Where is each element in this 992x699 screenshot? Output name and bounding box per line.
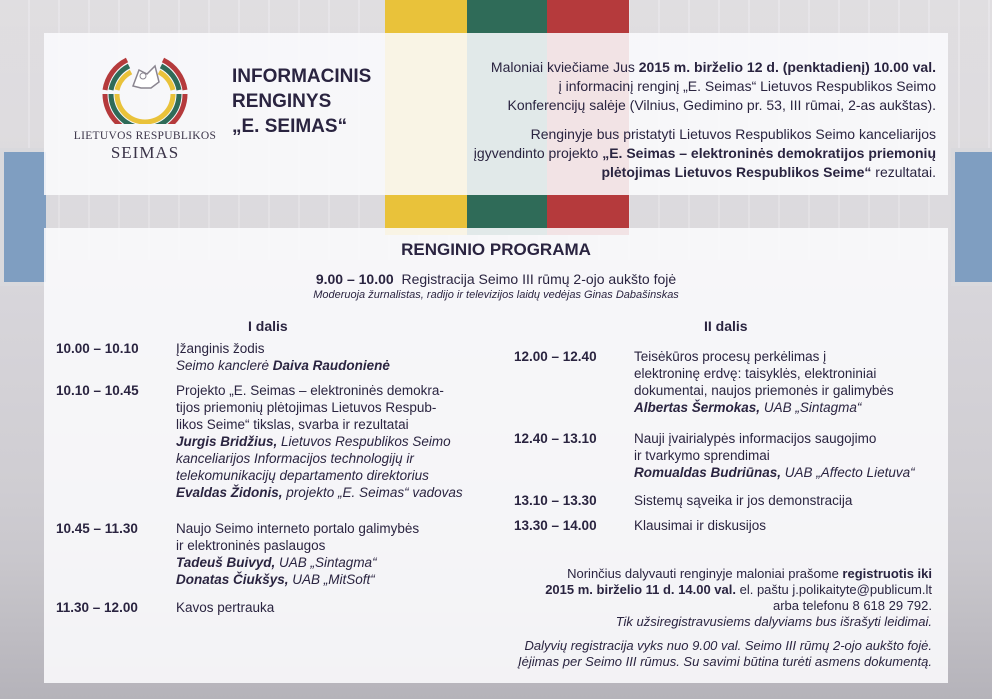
project-paragraph [376,125,936,182]
speaker-role: UAB „Sintagma“ [760,400,862,415]
item-title: elektroninę erdvę: taisyklės, elektroniniai [634,366,877,381]
item-title: dokumentai, naujos priemonės ir galimybės [634,383,894,398]
speaker-name: Tadeuš Buivyd, [176,555,276,570]
part-2-heading: II dalis [704,318,748,334]
speaker-name: Evaldas Židonis, [176,485,283,500]
title-line-1: INFORMACINIS [232,66,372,87]
logo-line-2: SEIMAS [110,143,180,162]
part-1-heading: I dalis [248,318,288,334]
registration-note [545,566,932,630]
project-name-1: „E. Seimas – elektroninės demokratijos priemonių [602,145,936,161]
seimas-emblem-icon [97,52,193,124]
note-deadline: 2015 m. birželio 11 d. 14.00 val. [545,582,736,597]
item-title: Sistemų sąveika ir jos demonstracija [634,493,853,508]
project-line-1: Renginyje bus pristatyti Lietuvos Respublikos Seimo kanceliarijos [530,126,936,142]
registration-text: Registracija Seimo III rūmų 2-ojo aukšto fojė [401,271,677,287]
item-time: 12.00 – 12.40 [514,349,597,364]
registration-line [44,271,948,287]
background-screen-right [951,148,992,286]
speaker-name: Daiva Raudonienė [272,358,390,373]
project-line-2a: įgyvendinto projekto [473,145,603,161]
item-time: 10.10 – 10.45 [56,383,139,398]
item-title: ir tvarkymo sprendimai [634,448,770,463]
speaker-role: UAB „MitSoft“ [288,572,375,587]
background-screen-left [0,148,50,286]
note-entrance: Įėjimas per Seimo III rūmus. Su savimi būtina turėti asmens dokumentą. [517,654,932,669]
invitation-text [376,58,936,192]
seimas-logo [60,52,230,163]
speaker-role: UAB „Affecto Lietuva“ [781,465,915,480]
item-time: 10.00 – 10.10 [56,341,139,356]
speaker-name: Albertas Šermokas, [634,400,761,415]
note-registration-time: Dalyvių registracija vyks nuo 9.00 val. Seimo III rūmų 2-ojo aukšto fojė. [524,638,932,653]
title-line-2: RENGINYS [232,91,332,112]
logo-line-1: LIETUVOS RESPUBLIKOS [73,130,217,142]
item-title: Teisėkūros procesų perkėlimas į [634,349,827,364]
title-line-3: „E. SEIMAS“ [232,116,348,137]
note-deadline-label: registruotis iki [842,566,932,581]
event-venue: Konferencijų salėje (Vilnius, Gedimino pr. 53, III rūmai, 2-as aukštas). [507,97,936,113]
item-time: 11.30 – 12.00 [56,600,138,615]
item-time: 13.30 – 14.00 [514,518,597,533]
registration-info [518,638,932,670]
item-title: ir elektroninės paslaugos [176,538,326,553]
event-date: 2015 m. birželio 12 d. (penktadienį) 10.00 val. [638,59,936,75]
project-name-2: plėtojimas Lietuvos Respublikos Seime“ [601,164,872,180]
item-title: Nauji įvairialypės informacijos saugojimo [634,431,877,446]
note-line-1: Norinčius dalyvauti renginyje maloniai prašome [567,566,843,581]
speaker-name: Jurgis Bridžius, [176,434,278,449]
item-title: Klausimai ir diskusijos [634,518,767,533]
invitation-line-2: į informacinį renginį „E. Seimas“ Lietuvos Respublikos Seimo [558,78,936,94]
item-title: Projekto „E. Seimas – elektroninės demokra- [176,383,444,398]
speaker-role: Lietuvos Respublikos Seimo [277,434,451,449]
speaker-role: kanceliarijos Informacijos technologijų ir [176,451,414,466]
note-email: el. paštu j.polikaityte@publicum.lt [735,582,932,597]
speaker-name: Romualdas Budriūnas, [634,465,782,480]
item-title: Naujo Seimo interneto portalo galimybės [176,521,420,536]
item-title: Įžanginis žodis [176,341,265,356]
program-title: RENGINIO PROGRAMA [401,240,591,259]
registration-time: 9.00 – 10.00 [315,271,394,287]
note-phone: arba telefonu 8 618 29 792. [772,598,932,613]
speaker-role: telekomunikacijų departamento direktorius [176,468,429,483]
item-title: likos Seime“ tikslas, svarba ir rezultatai [176,417,409,432]
speaker-name: Donatas Čiukšys, [176,572,289,587]
invitation-paragraph [376,58,936,115]
item-time: 10.45 – 11.30 [56,521,138,536]
project-line-3b: rezultatai. [871,164,936,180]
invitation-lead: Maloniai kviečiame Jus [490,59,639,75]
item-time: 13.10 – 13.30 [514,493,597,508]
item-title: tijos priemonių plėtojimas Lietuvos Respub- [176,400,437,415]
speaker-role: projekto „E. Seimas“ vadovas [282,485,463,500]
moderator-line: Moderuoja žurnalistas, radijo ir televizijos laidų vedėjas Ginas Dabašinskas [313,289,679,301]
item-time: 12.40 – 13.10 [514,431,597,446]
item-title: Kavos pertrauka [176,600,275,615]
speaker-role: Seimo kanclerė [176,358,273,373]
event-title [232,64,371,139]
speaker-role: UAB „Sintagma“ [275,555,377,570]
note-passes: Tik užsiregistravusiems dalyviams bus išrašyti leidimai. [615,614,932,629]
